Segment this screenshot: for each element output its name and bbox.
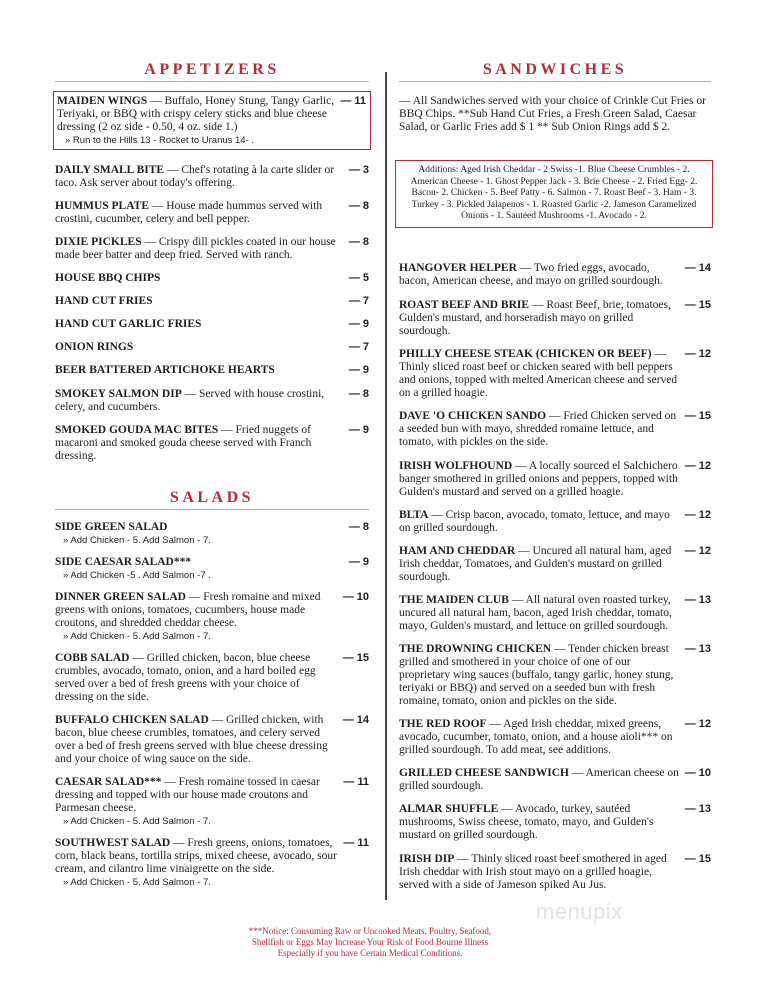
- item-name: THE RED ROOF: [399, 718, 487, 730]
- item-price: — 11: [343, 837, 369, 849]
- item-addon: » Add Chicken - 5. Add Salmon - 7.: [63, 535, 211, 546]
- menu-item-dinner-green-salad: [55, 591, 369, 643]
- item-price: — 13: [684, 643, 711, 655]
- item-price: — 11: [340, 95, 366, 107]
- item-price: — 8: [348, 521, 369, 533]
- menu-item-artichoke-hearts: [55, 364, 369, 377]
- item-price: — 9: [348, 556, 369, 568]
- item-price: — 8: [348, 388, 369, 400]
- item-name: THE MAIDEN CLUB: [399, 594, 509, 606]
- menu-item-house-bbq-chips: [55, 272, 369, 285]
- item-price: — 9: [348, 318, 369, 330]
- item-name: SIDE GREEN SALAD: [55, 521, 168, 533]
- item-desc: — Crisp bacon, avocado, tomato, lettuce, and mayo on grilled sourdough.: [399, 509, 670, 534]
- item-addon: » Add Chicken - 5. Add Salmon - 7.: [63, 816, 211, 827]
- item-desc: — A locally sourced el Salchichero banger smothered in grilled onions and peppers, topped with Gulden's mustard and served on a grilled hoagie.: [399, 460, 678, 498]
- menu-item-maiden-club: [399, 594, 711, 633]
- item-name: DIXIE PICKLES: [55, 236, 142, 248]
- menu-item-hummus-plate: [55, 200, 369, 226]
- appetizers-rule: [55, 81, 369, 82]
- item-desc: — Tender chicken breast grilled and smothered in your choice of one of our proprietary wing sauces (buffalo, tangy garlic, honey stung, teriyaki or BBQ) and served on a seeded bun with fresh romaine, tomato, onion and pickles on the side.: [399, 643, 674, 707]
- item-price: — 5: [348, 272, 369, 284]
- menu-item-caesar-salad: [55, 776, 369, 828]
- item-price: — 15: [684, 410, 711, 422]
- item-addon: » Add Chicken - 5. Add Salmon - 7.: [63, 631, 211, 642]
- item-price: — 12: [684, 509, 711, 521]
- item-name: GRILLED CHEESE SANDWICH: [399, 767, 569, 779]
- menu-item-hand-cut-garlic-fries: [55, 318, 369, 331]
- item-name: BUFFALO CHICKEN SALAD: [55, 714, 209, 726]
- menu-item-gouda-mac-bites: [55, 424, 369, 463]
- item-desc: — Thinly sliced roast beef smothered in aged Irish cheddar with Irish stout mayo on a grilled hoagie, served with a side of Jameson spiked Au Jus.: [399, 853, 667, 891]
- menu-item-side-green-salad: [55, 521, 369, 547]
- item-price: — 15: [684, 299, 711, 311]
- item-desc: — Fresh romaine and mixed greens with onions, tomatoes, cucumbers, house made croutons, and shredded cheddar cheese.: [55, 591, 321, 629]
- sandwiches-rule: [399, 81, 711, 82]
- menupix-watermark: menupix: [536, 899, 623, 924]
- item-desc: — House made hummus served with crostini, cucumber, celery and bell pepper.: [55, 200, 323, 225]
- item-name: DAVE 'O CHICKEN SANDO: [399, 410, 547, 422]
- menu-item-daily-small-bite: [55, 164, 369, 190]
- item-name: BLTA: [399, 509, 429, 521]
- item-name: BEER BATTERED ARTICHOKE HEARTS: [55, 364, 275, 376]
- item-desc: — American cheese on grilled sourdough.: [399, 767, 679, 792]
- item-desc: — Served with house crostini, celery, and cucumbers.: [55, 388, 325, 413]
- notice-line: Shellfish or Eggs May Increase Your Risk of Food Bourne Illness: [251, 937, 489, 947]
- salads-rule: [55, 509, 369, 510]
- item-price: — 14: [684, 262, 711, 274]
- menu-item-southwest-salad: [55, 837, 369, 889]
- item-price: — 13: [684, 594, 711, 606]
- item-price: — 9: [348, 424, 369, 436]
- item-name: ONION RINGS: [55, 341, 134, 353]
- menu-item-onion-rings: [55, 341, 369, 354]
- item-name: DINNER GREEN SALAD: [55, 591, 186, 603]
- notice-line: ***Notice: Consuming Raw or Uncooked Meats, Poultry, Seafood,: [248, 926, 492, 936]
- item-name: IRISH DIP: [399, 853, 455, 865]
- item-price: — 10: [684, 767, 711, 779]
- item-price: — 14: [342, 714, 369, 726]
- menu-item-dave-o-chicken-sando: [399, 410, 711, 449]
- item-desc: — Chef's rotating à la carte slider or taco. Ask server about today's offering.: [55, 164, 335, 189]
- menu-item-irish-wolfhound: [399, 460, 711, 499]
- item-addon: » Add Chicken -5 . Add Salmon -7 .: [63, 570, 211, 581]
- item-price: — 12: [684, 545, 711, 557]
- sandwiches-additions-box: Additions: Aged Irish Cheddar - 2 Swiss -1. Blue Cheese Crumbles - 2. American Cheese - 1. Ghost Pepper Jack - 3. Brie Cheese - 2. Fried Egg- 2. Bacon- 2. Chicken - 5. Beef Patty - 6. Salmon - 7. Roast Beef - 3. Ham - 3. Turkey - 3. Pickled Jalapenos - 1. Roasted Garlic -2. Jameson Caramelized Onions - 1. Sautéed Mushrooms -1. Avocado - 2.: [395, 160, 713, 228]
- item-desc: — Fried Chicken served on a seeded bun with mayo, shredded romaine lettuce, and tomato, with pickles on the side.: [399, 410, 677, 448]
- column-divider: [385, 72, 387, 900]
- item-name: THE DROWNING CHICKEN: [399, 643, 552, 655]
- menu-item-hand-cut-fries: [55, 295, 369, 308]
- menu-item-grilled-cheese: [399, 767, 711, 793]
- item-price: — 10: [342, 591, 369, 603]
- item-name: SIDE CAESAR SALAD***: [55, 556, 192, 568]
- food-safety-notice: [200, 926, 540, 959]
- menu-item-cobb-salad: [55, 652, 369, 704]
- item-addon: » Add Chicken - 5. Add Salmon - 7.: [63, 877, 211, 888]
- salads-title: SALADS: [169, 489, 255, 506]
- item-name: MAIDEN WINGS: [57, 95, 148, 107]
- item-desc: — Grilled chicken, bacon, blue cheese crumbles, avocado, tomato, onion, and a hard boiled egg served over a bed of fresh greens with your choice of dressing on the side.: [55, 652, 316, 703]
- menu-item-hangover-helper: [399, 262, 711, 288]
- item-price: — 12: [684, 460, 711, 472]
- item-price: — 15: [684, 853, 711, 865]
- item-desc: — Fresh greens, onions, tomatoes, corn, black beans, tortilla strips, mixed cheese, avocado, sour cream, and cilantro lime vinaigrette on the side.: [55, 837, 337, 875]
- menu-item-buffalo-chicken-salad: [55, 714, 369, 766]
- item-name: IRISH WOLFHOUND: [399, 460, 513, 472]
- item-price: — 8: [348, 236, 369, 248]
- item-price: — 12: [684, 348, 711, 360]
- item-name: HOUSE BBQ CHIPS: [55, 272, 161, 284]
- item-desc: — Grilled chicken, with bacon, blue cheese crumbles, tomatoes, and celery served over a bed of fresh greens served with blue cheese dressing and your choice of wing sauce on the side.: [55, 714, 328, 765]
- menu-item-roast-beef-brie: [399, 299, 711, 338]
- item-name: ALMAR SHUFFLE: [399, 803, 499, 815]
- item-price: — 9: [348, 364, 369, 376]
- item-desc: — Fried nuggets of macaroni and smoked gouda cheese served with Franch dressing.: [55, 424, 312, 462]
- item-name: HAND CUT FRIES: [55, 295, 153, 307]
- menu-item-blta: [399, 509, 711, 535]
- item-desc: — Two fried eggs, avocado, bacon, American cheese, and mayo on grilled sourdough.: [399, 262, 663, 287]
- item-name: DAILY SMALL BITE: [55, 164, 165, 176]
- item-price: — 13: [684, 803, 711, 815]
- item-name: HANGOVER HELPER: [399, 262, 517, 274]
- menu-item-smokey-salmon-dip: [55, 388, 369, 414]
- notice-line: Especially if you have Certain Medical Conditions.: [277, 948, 463, 958]
- item-name: HUMMUS PLATE: [55, 200, 150, 212]
- item-name: PHILLY CHEESE STEAK (CHICKEN OR BEEF): [399, 348, 652, 360]
- item-desc: — All natural oven roasted turkey, uncured all natural ham, bacon, aged Irish cheddar, tomato, mayo, Gulden's mustard, and lettuce on grilled sourdough.: [399, 594, 672, 632]
- item-desc: — Aged Irish cheddar, mixed greens, avocado, cucumber, tomato, onion, and a house aioli*** on grilled sourdough. To add meat, see additions.: [399, 718, 673, 756]
- sandwiches-intro: — All Sandwiches served with your choice of Crinkle Cut Fries or BBQ Chips. **Sub Hand Cut Fries, a Fresh Green Salad, Caesar Salad, or Garlic Fries add $ 1 ** Sub Onion Rings add $ 2.: [399, 95, 706, 133]
- item-desc: — Crispy dill pickles coated in our house made beer batter and deep fried. Served with ranch.: [55, 236, 336, 261]
- item-price: — 8: [348, 200, 369, 212]
- menu-item-side-caesar-salad: [55, 556, 369, 582]
- menu-item-drowning-chicken: [399, 643, 711, 708]
- menu-item-philly-cheese-steak: [399, 348, 711, 400]
- item-price: — 11: [343, 776, 369, 788]
- menu-item-almar-shuffle: [399, 803, 711, 842]
- item-price: — 7: [348, 295, 369, 307]
- item-desc: — Buffalo, Honey Stung, Tangy Garlic, Teriyaki, or BBQ with crispy celery sticks and blue cheese dressing (2 oz side - 0.50, 4 oz. side 1.): [57, 95, 335, 133]
- item-name: SOUTHWEST SALAD: [55, 837, 171, 849]
- item-name: HAM AND CHEDDAR: [399, 545, 516, 557]
- item-price: — 12: [684, 718, 711, 730]
- sandwiches-title: SANDWICHES: [482, 61, 628, 78]
- item-addon: » Run to the Hills 13 - Rocket to Uranus 14- .: [65, 135, 255, 146]
- item-desc: — Thinly sliced roast beef or chicken seared with bell peppers and onions, topped with melted American cheese and served on a grilled hoagie.: [399, 348, 678, 399]
- item-price: — 7: [348, 341, 369, 353]
- item-price: — 3: [348, 164, 369, 176]
- menu-item-maiden-wings: [53, 91, 371, 150]
- item-desc: — Roast Beef, brie, tomatoes, Gulden's mustard, and horseradish mayo on grilled sourdough.: [399, 299, 671, 337]
- item-name: SMOKEY SALMON DIP: [55, 388, 182, 400]
- appetizers-title: APPETIZERS: [144, 61, 280, 78]
- item-name: ROAST BEEF AND BRIE: [399, 299, 530, 311]
- menu-item-irish-dip: [399, 853, 711, 892]
- item-price: — 15: [342, 652, 369, 664]
- menu-item-dixie-pickles: [55, 236, 369, 262]
- menu-item-ham-and-cheddar: [399, 545, 711, 584]
- item-desc: — Fresh romaine tossed in caesar dressing and topped with our house made croutons and Parmesan cheese.: [55, 776, 320, 814]
- item-name: COBB SALAD: [55, 652, 130, 664]
- item-desc: — Avocado, turkey, sautéed mushrooms, Swiss cheese, tomato, mayo, and Gulden's mustard on grilled sourdough.: [399, 803, 654, 841]
- item-name: SMOKED GOUDA MAC BITES: [55, 424, 219, 436]
- menu-item-red-roof: [399, 718, 711, 757]
- item-desc: — Uncured all natural ham, aged Irish cheddar, Tomatoes, and Gulden's mustard on grilled sourdough.: [399, 545, 672, 583]
- item-name: CAESAR SALAD***: [55, 776, 162, 788]
- item-name: HAND CUT GARLIC FRIES: [55, 318, 202, 330]
